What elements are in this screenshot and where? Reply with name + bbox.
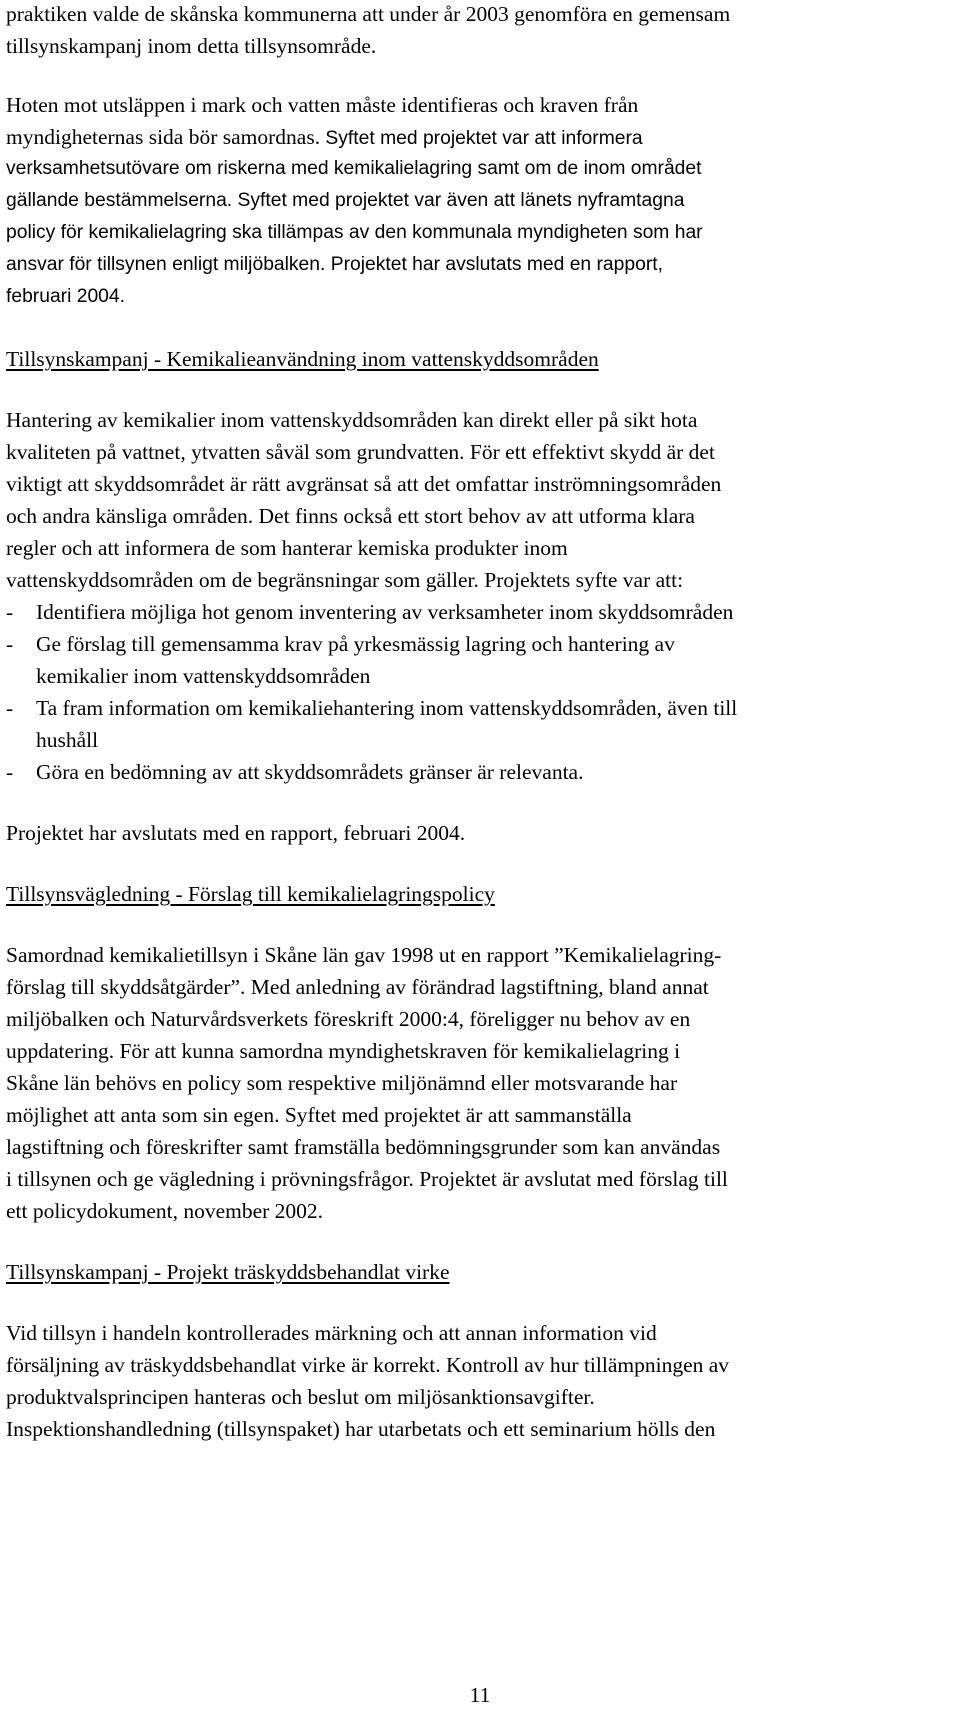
paragraph-line: möjlighet att anta som sin egen. Syftet med projektet är att sammanställa — [6, 1103, 632, 1127]
list-dash: - — [6, 696, 14, 720]
objectives-list — [6, 596, 956, 788]
paragraph-line: gällande bestämmelserna. Syftet med projektet var även att länets nyframtagna — [6, 190, 685, 211]
paragraph-line: tillsynskampanj inom detta tillsynsområde. — [6, 34, 377, 58]
paragraph-line: viktigt att skyddsområdet är rätt avgränsat så att det omfattar inströmningsområden — [6, 472, 722, 496]
list-item-text: Identifiera möjliga hot genom inventering av verksamheter inom skyddsområden — [36, 600, 734, 624]
paragraph-line: policy för kemikalielagring ska tillämpas av den kommunala myndigheten som har — [6, 222, 703, 243]
paragraph-line: ansvar för tillsynen enligt miljöbalken. Projektet har avslutats med en rapport, — [6, 254, 663, 275]
list-dash: - — [6, 632, 14, 656]
section-vattenskydd — [6, 343, 956, 849]
section-heading: Tillsynskampanj - Kemikalieanvändning inom vattenskyddsområden — [6, 347, 599, 371]
paragraph-line: produktvalsprincipen hanteras och beslut om miljösanktionsavgifter. — [6, 1385, 595, 1409]
section-policy — [6, 878, 956, 1227]
list-dash: - — [6, 760, 14, 784]
paragraph-line: och andra känsliga områden. Det finns också ett stort behov av att utforma klara — [6, 504, 695, 528]
section-virke — [6, 1256, 956, 1445]
list-item — [6, 692, 956, 724]
list-item-text: Göra en bedömning av att skyddsområdets gränser är relevanta. — [36, 760, 584, 784]
list-item-continuation: hushåll — [36, 728, 99, 752]
list-item-text: Ge förslag till gemensamma krav på yrkesmässig lagring och hantering av — [36, 632, 675, 656]
paragraph-line: uppdatering. För att kunna samordna myndighetskraven för kemikalielagring i — [6, 1039, 681, 1063]
paragraph-line: vattenskyddsområden om de begränsningar som gäller. Projektets syfte var att: — [6, 568, 684, 592]
paragraph-line: regler och att informera de som hanterar kemiska produkter inom — [6, 536, 568, 560]
paragraph-line: praktiken valde de skånska kommunerna att under år 2003 genomföra en gemensam — [6, 2, 731, 26]
paragraph-line: Hoten mot utsläppen i mark och vatten måste identifieras och kraven från — [6, 93, 639, 117]
section-heading: Tillsynsvägledning - Förslag till kemikalielagringspolicy — [6, 882, 495, 906]
paragraph-line: lagstiftning och föreskrifter samt framställa bedömningsgrunder som kan användas — [6, 1135, 721, 1159]
paragraph-line: Hantering av kemikalier inom vattenskyddsområden kan direkt eller på sikt hota — [6, 408, 698, 432]
paragraph-line: verksamhetsutövare om riskerna med kemikalielagring samt om de inom området — [6, 158, 702, 179]
list-item — [6, 628, 956, 660]
page-number: 11 — [469, 1683, 491, 1707]
paragraph-line: Skåne län behövs en policy som respektive miljönämnd eller motsvarande har — [6, 1071, 678, 1095]
paragraph-text-serif: myndigheternas sida bör samordnas. — [6, 125, 321, 149]
paragraph-line: förslag till skyddsåtgärder”. Med anledning av förändrad lagstiftning, bland annat — [6, 975, 709, 999]
section-heading: Tillsynskampanj - Projekt träskyddsbehandlat virke — [6, 1260, 450, 1284]
paragraph-line: kvaliteten på vattnet, ytvatten såväl som grundvatten. För ett effektivt skydd är det — [6, 440, 715, 464]
paragraph-line: i tillsynen och ge vägledning i prövningsfrågor. Projektet är avslutat med förslag till — [6, 1167, 728, 1191]
paragraph-line: februari 2004. — [6, 286, 125, 307]
paragraph-text-sans: Syftet med projektet var att informera — [320, 128, 643, 149]
paragraph-line: Vid tillsyn i handeln kontrollerades märkning och att annan information vid — [6, 1321, 657, 1345]
paragraph-intro — [6, 0, 956, 62]
paragraph-hoten — [6, 89, 956, 313]
paragraph-line: ett policydokument, november 2002. — [6, 1199, 324, 1223]
paragraph-line: Samordnad kemikalietillsyn i Skåne län gav 1998 ut en rapport ”Kemikalielagring- — [6, 943, 722, 967]
list-dash: - — [6, 600, 14, 624]
list-item — [6, 596, 956, 628]
list-item-continuation: kemikalier inom vattenskyddsområden — [36, 664, 371, 688]
list-item-text: Ta fram information om kemikaliehantering inom vattenskyddsområden, även till — [36, 696, 738, 720]
paragraph-line — [6, 121, 956, 153]
paragraph-line: försäljning av träskyddsbehandlat virke är korrekt. Kontroll av hur tillämpningen av — [6, 1353, 730, 1377]
paragraph-line: Inspektionshandledning (tillsynspaket) har utarbetats och ett seminarium hölls den — [6, 1417, 716, 1441]
paragraph-line: Projektet har avslutats med en rapport, februari 2004. — [6, 821, 466, 845]
paragraph-line: miljöbalken och Naturvårdsverkets föreskrift 2000:4, föreligger nu behov av en — [6, 1007, 691, 1031]
document-page — [6, 0, 956, 1445]
list-item — [6, 756, 956, 788]
